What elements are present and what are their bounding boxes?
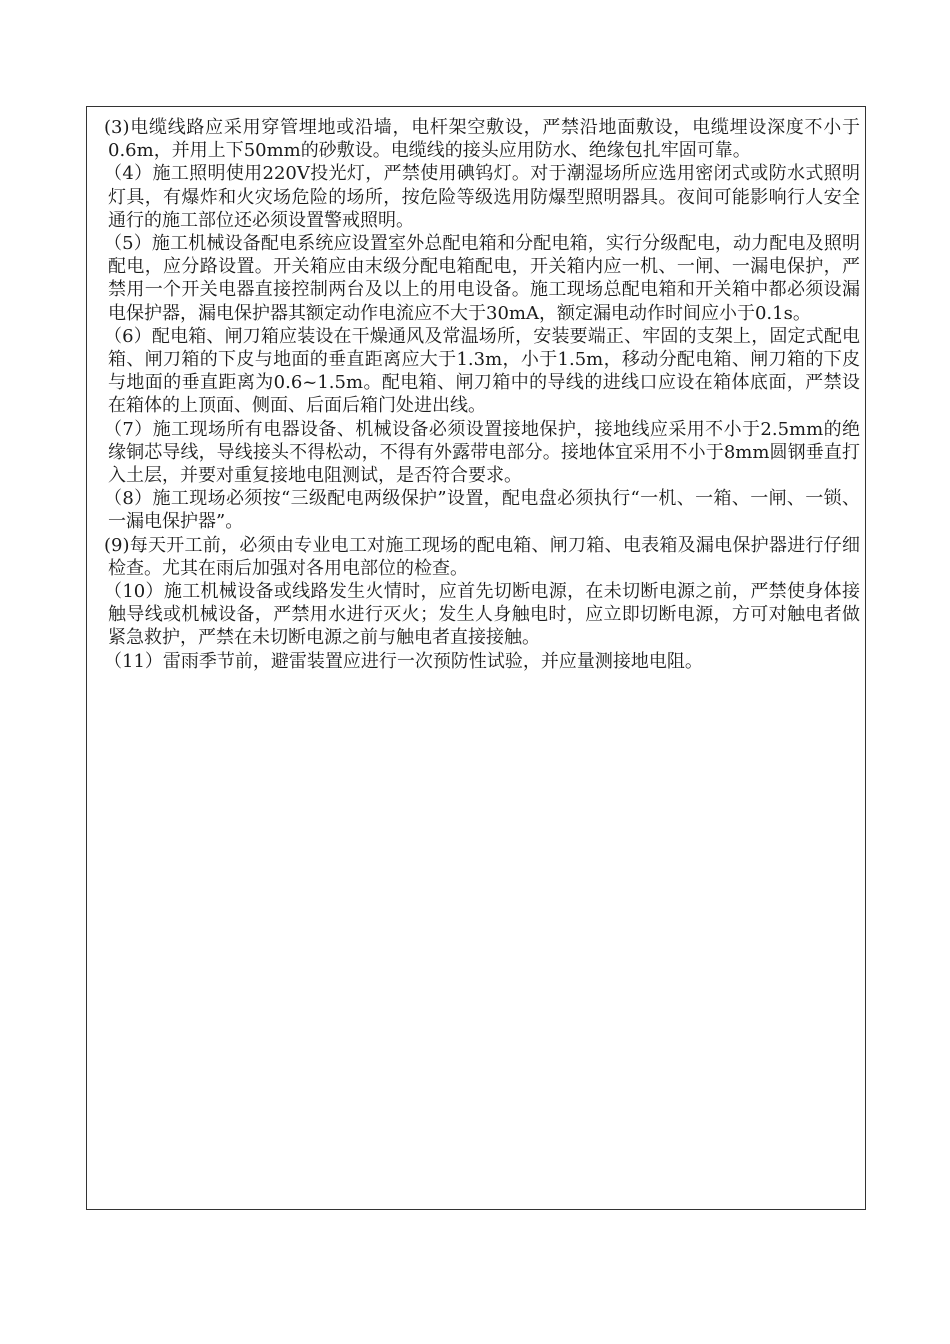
paragraph-4: （4）施工照明使用220V投光灯，严禁使用碘钨灯。对于潮湿场所应选用密闭式或防水式照明灯具，有爆炸和火灾场危险的场所，按危险等级选用防爆型照明器具。夜间可能影响行人安全通行的施工部位还必须设置警戒照明。 [104,163,860,231]
paragraph-10: （10）施工机械设备或线路发生火情时，应首先切断电源，在未切断电源之前，严禁使身体接触导线或机械设备，严禁用水进行灭火；发生人身触电时，应立即切断电源，方可对触电者做紧急救护，严禁在未切断电源之前与触电者直接接触。 [104,581,860,649]
paragraph-8: （8）施工现场必须按“三级配电两级保护”设置，配电盘必须执行“一机、一箱、一闸、一锁、一漏电保护器”。 [104,488,860,533]
paragraph-5: （5）施工机械设备配电系统应设置室外总配电箱和分配电箱，实行分级配电，动力配电及照明配电，应分路设置。开关箱应由末级分配电箱配电，开关箱内应一机、一闸、一漏电保护，严禁用一个开关电器直接控制两台及以上的用电设备。施工现场总配电箱和开关箱中都必须设漏电保护器，漏电保护器其额定动作电流应不大于30mA，额定漏电动作时间应小于0.1s。 [104,233,860,324]
paragraph-3: (3)电缆线路应采用穿管埋地或沿墙，电杆架空敷设，严禁沿地面敷设，电缆埋设深度不小于0.6m，并用上下50mm的砂敷设。电缆线的接头应用防水、绝缘包扎牢固可靠。 [104,117,860,162]
paragraph-6: （6）配电箱、闸刀箱应装设在干燥通风及常温场所，安装要端正、牢固的支架上，固定式配电箱、闸刀箱的下皮与地面的垂直距离应大于1.3m，小于1.5m，移动分配电箱、闸刀箱的下皮与地面的垂直距离为0.6~1.5m。配电箱、闸刀箱中的导线的进线口应设在箱体底面，严禁设在箱体的上顶面、侧面、后面后箱门处进出线。 [104,325,860,417]
document-body [104,116,860,673]
paragraph-9: (9)每天开工前，必须由专业电工对施工现场的配电箱、闸刀箱、电表箱及漏电保护器进行仔细检查。尤其在雨后加强对各用电部位的检查。 [104,534,860,579]
paragraph-7: （7）施工现场所有电器设备、机械设备必须设置接地保护，接地线应采用不小于2.5mm的绝缘铜芯导线，导线接头不得松动，不得有外露带电部分。接地体宜采用不小于8mm圆钢垂直打入土层，并要对重复接地电阻测试，是否符合要求。 [104,418,860,487]
paragraph-11: （11）雷雨季节前，避雷装置应进行一次预防性试验，并应量测接地电阻。 [104,650,703,672]
